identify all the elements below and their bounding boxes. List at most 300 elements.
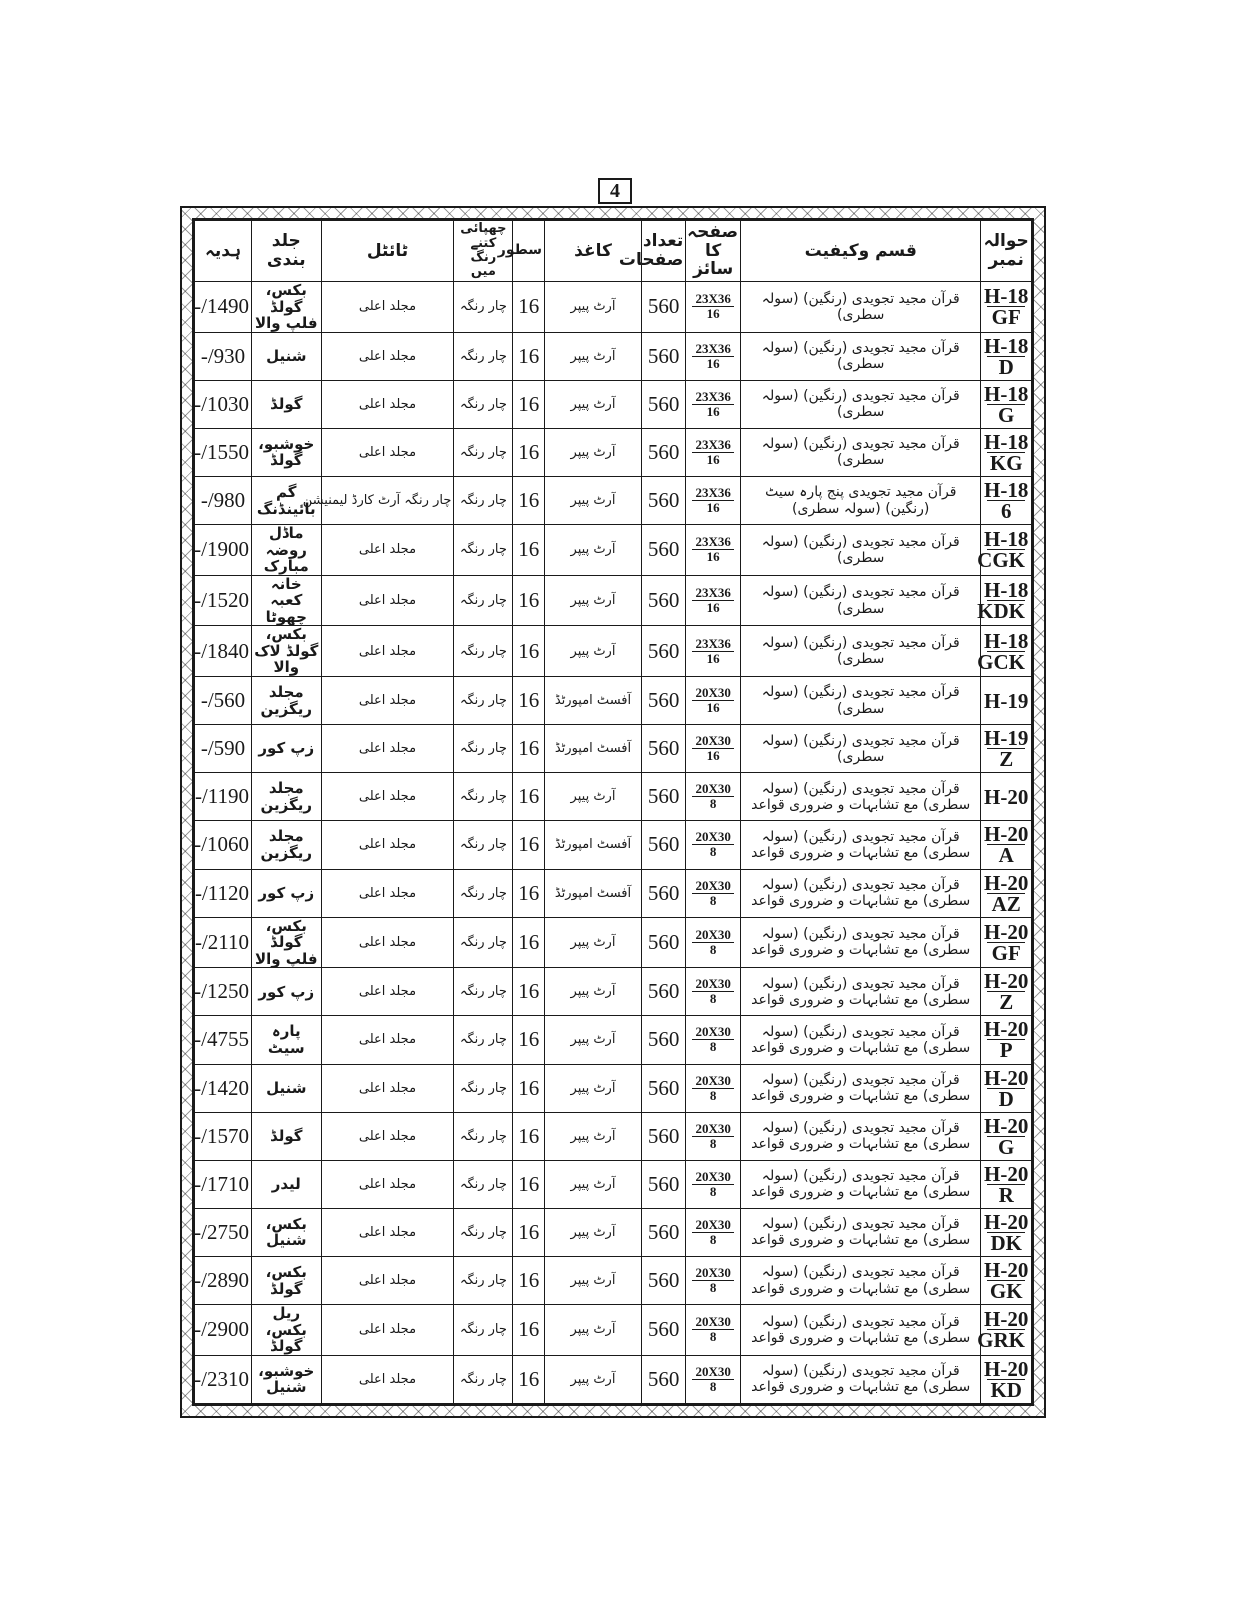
description-cell (741, 428, 981, 476)
page-size-fold: 8 (709, 941, 717, 957)
cover-title: مجلد اعلی (358, 741, 417, 757)
code-cell (981, 1160, 1032, 1208)
print-colors: چار رنگہ (459, 984, 507, 1000)
description-cell (741, 1257, 981, 1305)
binding-cell (252, 725, 322, 773)
ref-code: H-18 (984, 578, 1029, 603)
title-cell (321, 917, 454, 968)
colors-cell (454, 1208, 513, 1256)
pages-cell (641, 1257, 685, 1305)
code-cell (981, 380, 1032, 428)
table-row (195, 1064, 1032, 1112)
table-row (195, 380, 1032, 428)
page-count: 560 (647, 880, 680, 905)
lines-cell (513, 380, 545, 428)
title-cell (321, 1016, 454, 1064)
description: قرآن مجید تجویدی (رنگین) (سولہ سطری) مع تشابہات و ضروری قواعد (751, 1313, 971, 1346)
paper-cell (545, 968, 642, 1016)
ref-suffix: GF (987, 306, 1025, 327)
page-count: 560 (647, 1171, 680, 1196)
price: 930/- (200, 343, 246, 368)
code-cell (981, 282, 1032, 333)
ref-suffix: GK (987, 1280, 1025, 1301)
paper-type: آرٹ پیپر (570, 1032, 616, 1048)
page-size-dimensions: 20X30 (692, 1074, 734, 1089)
price: 1840/- (194, 638, 249, 663)
price-cell (195, 1160, 252, 1208)
header-lines: سطور (513, 221, 545, 282)
table-row (195, 626, 1032, 677)
line-count: 16 (518, 439, 540, 464)
page-size-cell (686, 1112, 741, 1160)
paper-type: آرٹ پیپر (570, 542, 616, 558)
colors-cell (454, 525, 513, 576)
page-number: 4 (598, 178, 632, 204)
page-size-dimensions: 20X30 (692, 879, 734, 894)
paper-cell (545, 1112, 642, 1160)
title-cell (321, 626, 454, 677)
page-size-cell (686, 821, 741, 869)
table-row (195, 1355, 1032, 1403)
description: قرآن مجید تجویدی (رنگین) (سولہ سطری) مع تشابہات و ضروری قواعد (751, 780, 971, 813)
cover-title: مجلد اعلی (358, 984, 417, 1000)
pages-cell (641, 677, 685, 725)
pages-cell (641, 1305, 685, 1356)
code-cell (981, 1355, 1032, 1403)
price-cell (195, 380, 252, 428)
price: 1250/- (194, 979, 249, 1004)
header-paper: کاغذ (545, 221, 642, 282)
ref-code: H-18 (984, 628, 1029, 653)
colors-cell (454, 677, 513, 725)
binding-cell (252, 1355, 322, 1403)
price: 1060/- (194, 832, 249, 857)
table-row (195, 773, 1032, 821)
print-colors: چار رنگہ (459, 493, 507, 509)
table-row (195, 677, 1032, 725)
ref-suffix: D (987, 356, 1025, 377)
code-cell (977, 575, 1032, 626)
cover-title: مجلد اعلی (358, 934, 417, 950)
print-colors: چار رنگہ (459, 542, 507, 558)
page-count: 560 (647, 1317, 680, 1342)
binding-cell (252, 282, 322, 333)
print-colors: چار رنگہ (459, 299, 507, 315)
paper-type: آرٹ پیپر (570, 1322, 616, 1338)
ref-code: H-18 (984, 284, 1029, 309)
table-row (195, 525, 1032, 576)
pages-cell (641, 282, 685, 333)
page-count: 560 (647, 1075, 680, 1100)
binding-cell (252, 428, 322, 476)
price-cell (195, 773, 252, 821)
lines-cell (513, 1257, 545, 1305)
paper-cell (545, 773, 642, 821)
line-count: 16 (518, 1219, 540, 1244)
paper-type: آرٹ پیپر (570, 1080, 616, 1096)
lines-cell (513, 869, 545, 917)
cover-title: مجلد اعلی (358, 1224, 417, 1240)
colors-cell (454, 380, 513, 428)
cover-title: مجلد اعلی (358, 1176, 417, 1192)
paper-type: آفسٹ امپورٹڈ (554, 885, 632, 901)
pages-cell (641, 380, 685, 428)
page-count: 560 (647, 1268, 680, 1293)
paper-type: آفسٹ امپورٹڈ (554, 741, 632, 757)
page-size-fold: 8 (709, 1378, 717, 1394)
paper-type: آرٹ پیپر (570, 984, 616, 1000)
colors-cell (454, 626, 513, 677)
paper-type: آرٹ پیپر (570, 444, 616, 460)
ref-suffix: AZ (987, 893, 1025, 914)
ref-code: H-20 (984, 1161, 1029, 1186)
description-cell (741, 677, 981, 725)
ref-suffix: KDK (977, 599, 1025, 624)
binding-type: زپ کور (258, 982, 315, 1001)
ref-suffix: GRK (977, 1328, 1025, 1353)
binding-cell (252, 677, 322, 725)
colors-cell (454, 773, 513, 821)
cover-title: مجلد اعلی (358, 789, 417, 805)
price: 1550/- (194, 439, 249, 464)
price: 2750/- (194, 1219, 249, 1244)
price-cell (195, 1016, 252, 1064)
description: قرآن مجید تجویدی (رنگین) (سولہ سطری) مع تشابہات و ضروری قواعد (751, 1023, 971, 1056)
page-size-dimensions: 20X30 (692, 734, 734, 749)
page-size-cell (686, 477, 741, 525)
page-size-cell (686, 1064, 741, 1112)
description: قرآن مجید تجویدی (رنگین) (سولہ سطری) مع تشابہات و ضروری قواعد (751, 1216, 971, 1249)
price-cell (195, 477, 252, 525)
colors-cell (454, 282, 513, 333)
paper-type: آرٹ پیپر (570, 1176, 616, 1192)
page-size-dimensions: 23X36 (692, 342, 734, 357)
lines-cell (513, 725, 545, 773)
page-count: 560 (647, 929, 680, 954)
binding-type: بکس، گولڈ فلپ والا (254, 916, 318, 968)
binding-cell (252, 332, 322, 380)
description-cell (741, 332, 981, 380)
binding-type: زپ کور (258, 739, 315, 758)
page-size-fold: 8 (709, 1183, 717, 1199)
table-row (195, 1305, 1032, 1356)
paper-cell (545, 677, 642, 725)
page-count: 560 (647, 294, 680, 319)
title-cell (321, 1160, 454, 1208)
ref-suffix: KG (987, 452, 1025, 473)
table-border-frame (180, 206, 1046, 1418)
pages-cell (641, 773, 685, 821)
description-cell (741, 821, 981, 869)
code-cell (981, 1208, 1032, 1256)
header-colors: چھپائی کتنے رنگ میں (454, 221, 513, 282)
print-colors: چار رنگہ (459, 396, 507, 412)
ref-suffix: DK (987, 1232, 1025, 1253)
code-cell (981, 917, 1032, 968)
page-count: 560 (647, 488, 680, 513)
page-size-cell (686, 380, 741, 428)
line-count: 16 (518, 537, 540, 562)
cover-title: مجلد اعلی (358, 1322, 417, 1338)
lines-cell (513, 282, 545, 333)
code-cell (981, 1064, 1032, 1112)
print-colors: چار رنگہ (459, 789, 507, 805)
pages-cell (641, 525, 685, 576)
code-cell (981, 1257, 1032, 1305)
pages-cell (641, 821, 685, 869)
description-cell (741, 380, 981, 428)
paper-cell (545, 821, 642, 869)
header-title: ٹائٹل (321, 221, 454, 282)
binding-cell (252, 1305, 322, 1356)
ref-code: H-20 (984, 1307, 1029, 1332)
pages-cell (641, 917, 685, 968)
lines-cell (513, 477, 545, 525)
paper-cell (545, 428, 642, 476)
line-count: 16 (518, 979, 540, 1004)
cover-title: مجلد اعلی (358, 837, 417, 853)
line-count: 16 (518, 1268, 540, 1293)
colors-cell (454, 917, 513, 968)
binding-cell (252, 575, 322, 626)
ref-code: H-18 (984, 333, 1029, 358)
binding-cell (252, 1160, 322, 1208)
description: قرآن مجید تجویدی (رنگین) (سولہ سطری) (761, 290, 960, 323)
title-cell (321, 282, 454, 333)
page-count: 560 (647, 688, 680, 713)
lines-cell (513, 1355, 545, 1403)
paper-type: آرٹ پیپر (570, 1128, 616, 1144)
line-count: 16 (518, 832, 540, 857)
page-size-fold: 8 (709, 1135, 717, 1151)
description-cell (741, 773, 981, 821)
cover-title: مجلد اعلی (358, 1371, 417, 1387)
price: 1710/- (194, 1171, 249, 1196)
cover-title: مجلد اعلی (358, 396, 417, 412)
header-ref: حوالہ نمبر (981, 221, 1032, 282)
page-size-dimensions: 23X36 (692, 438, 734, 453)
table-row (195, 1016, 1032, 1064)
page-count: 560 (647, 1366, 680, 1391)
page-size-dimensions: 20X30 (692, 1315, 734, 1330)
print-colors: چار رنگہ (459, 693, 507, 709)
page-size-cell (686, 869, 741, 917)
pages-cell (641, 428, 685, 476)
ref-code: H-20 (984, 969, 1029, 994)
print-colors: چار رنگہ (459, 643, 507, 659)
description-cell (741, 917, 981, 968)
description: قرآن مجید تجویدی (رنگین) (سولہ سطری) (761, 436, 960, 469)
binding-type: لیدر (271, 1175, 301, 1194)
ref-code: H-18 (984, 381, 1029, 406)
description-cell (741, 525, 981, 576)
price: 1120/- (194, 880, 249, 905)
table-row (195, 428, 1032, 476)
pages-cell (641, 1208, 685, 1256)
title-cell (321, 725, 454, 773)
ref-code: H-20 (984, 1017, 1029, 1042)
ref-suffix: G (987, 404, 1025, 425)
print-colors: چار رنگہ (459, 741, 507, 757)
line-count: 16 (518, 784, 540, 809)
description: قرآن مجید تجویدی (رنگین) (سولہ سطری) مع تشابہات و ضروری قواعد (751, 1120, 971, 1153)
ref-suffix: D (987, 1088, 1025, 1109)
paper-type: آرٹ پیپر (570, 1371, 616, 1387)
title-cell (321, 1305, 454, 1356)
header-pages: تعداد صفحات (641, 221, 685, 282)
pages-cell (641, 575, 685, 626)
description-cell (741, 1208, 981, 1256)
paper-cell (545, 917, 642, 968)
binding-cell (252, 1112, 322, 1160)
lines-cell (513, 773, 545, 821)
page-size-dimensions: 20X30 (692, 1170, 734, 1185)
price: 1490/- (194, 294, 249, 319)
paper-cell (545, 477, 642, 525)
page-size-dimensions: 23X36 (692, 486, 734, 501)
price: 2890/- (194, 1268, 249, 1293)
ref-code: H-20 (984, 1065, 1029, 1090)
table-row (195, 477, 1032, 525)
price: 2900/- (194, 1317, 249, 1342)
paper-type: آرٹ پیپر (570, 299, 616, 315)
price: 4755/- (194, 1027, 249, 1052)
description-cell (741, 1355, 981, 1403)
page-size-dimensions: 23X36 (692, 637, 734, 652)
binding-type: شنیل (266, 346, 307, 365)
lines-cell (513, 677, 545, 725)
page-size-cell (686, 1257, 741, 1305)
ref-suffix: G (987, 1136, 1025, 1157)
table-row (195, 575, 1032, 626)
print-colors: چار رنگہ (459, 837, 507, 853)
ref-code: H-19 (984, 688, 1029, 713)
cover-title: مجلد اعلی (358, 299, 417, 315)
description: قرآن مجید تجویدی (رنگین) (سولہ سطری) (761, 584, 960, 617)
description-cell (741, 282, 981, 333)
cover-title: مجلد اعلی (358, 885, 417, 901)
title-cell (321, 1257, 454, 1305)
binding-cell (252, 477, 322, 525)
page-size-cell (686, 773, 741, 821)
price-cell (195, 869, 252, 917)
header-binding: جلد بندی (252, 221, 322, 282)
ref-code: H-18 (984, 429, 1029, 454)
price-cell (195, 1064, 252, 1112)
title-cell (321, 773, 454, 821)
price: 1030/- (194, 391, 249, 416)
binding-cell (252, 917, 322, 968)
binding-type: ماڈل روضہ مبارک (263, 524, 309, 576)
ref-code: H-18 (984, 527, 1029, 552)
description-cell (741, 968, 981, 1016)
page-count: 560 (647, 343, 680, 368)
ref-code: H-20 (984, 1113, 1029, 1138)
page-size-fold: 8 (709, 1329, 717, 1345)
price: 980/- (200, 488, 246, 513)
page-size-fold: 16 (706, 403, 720, 419)
title-cell (321, 428, 454, 476)
binding-cell (252, 968, 322, 1016)
line-count: 16 (518, 929, 540, 954)
price-cell (195, 917, 252, 968)
pages-cell (641, 968, 685, 1016)
page-size-fold: 16 (706, 549, 720, 565)
title-cell (321, 821, 454, 869)
print-colors: چار رنگہ (459, 934, 507, 950)
cover-title: مجلد اعلی (358, 643, 417, 659)
paper-type: آرٹ پیپر (570, 789, 616, 805)
paper-type: آرٹ پیپر (570, 493, 616, 509)
page-count: 560 (647, 1219, 680, 1244)
price-cell (195, 1305, 252, 1356)
print-colors: چار رنگہ (459, 444, 507, 460)
paper-cell (545, 1016, 642, 1064)
description: قرآن مجید تجویدی (رنگین) (سولہ سطری) (761, 684, 960, 717)
line-count: 16 (518, 343, 540, 368)
title-cell (321, 1208, 454, 1256)
ref-suffix: KD (987, 1379, 1025, 1400)
ref-code: H-20 (984, 1356, 1029, 1381)
paper-cell (545, 575, 642, 626)
title-cell (321, 1112, 454, 1160)
page-size-cell (686, 626, 741, 677)
paper-type: آفسٹ امپورٹڈ (554, 837, 632, 853)
page-size-cell (686, 1016, 741, 1064)
title-cell (321, 525, 454, 576)
page-size-cell (686, 1160, 741, 1208)
colors-cell (454, 1355, 513, 1403)
code-cell (977, 626, 1032, 677)
lines-cell (513, 1112, 545, 1160)
binding-type: ریل بکس، گولڈ (265, 1304, 307, 1356)
binding-type: مجلد ریگزین (260, 827, 312, 862)
price-cell (195, 1112, 252, 1160)
pages-cell (641, 477, 685, 525)
table-row (195, 821, 1032, 869)
binding-cell (252, 1064, 322, 1112)
pages-cell (641, 1016, 685, 1064)
cover-title: مجلد اعلی (358, 593, 417, 609)
price-cell (195, 525, 252, 576)
page-size-dimensions: 20X30 (692, 782, 734, 797)
page-size-fold: 8 (709, 1087, 717, 1103)
pages-cell (641, 626, 685, 677)
binding-type: خوشبو، شنیل (258, 1361, 315, 1397)
page-size-dimensions: 20X30 (692, 830, 734, 845)
description-cell (741, 1160, 981, 1208)
title-cell (321, 869, 454, 917)
paper-type: آرٹ پیپر (570, 396, 616, 412)
page-count: 560 (647, 979, 680, 1004)
description: قرآن مجید تجویدی (رنگین) (سولہ سطری) (761, 635, 960, 668)
paper-type: آرٹ پیپر (570, 643, 616, 659)
paper-cell (545, 1355, 642, 1403)
page-size-fold: 16 (706, 355, 720, 371)
colors-cell (454, 968, 513, 1016)
table-row (195, 1112, 1032, 1160)
ref-suffix: P (987, 1039, 1025, 1060)
page-count: 560 (647, 391, 680, 416)
page-size-dimensions: 23X36 (692, 390, 734, 405)
ref-code: H-20 (984, 784, 1029, 809)
lines-cell (513, 1016, 545, 1064)
print-colors: چار رنگہ (459, 348, 507, 364)
colors-cell (454, 821, 513, 869)
page-size-dimensions: 23X36 (692, 535, 734, 550)
line-count: 16 (518, 688, 540, 713)
binding-cell (252, 626, 322, 677)
